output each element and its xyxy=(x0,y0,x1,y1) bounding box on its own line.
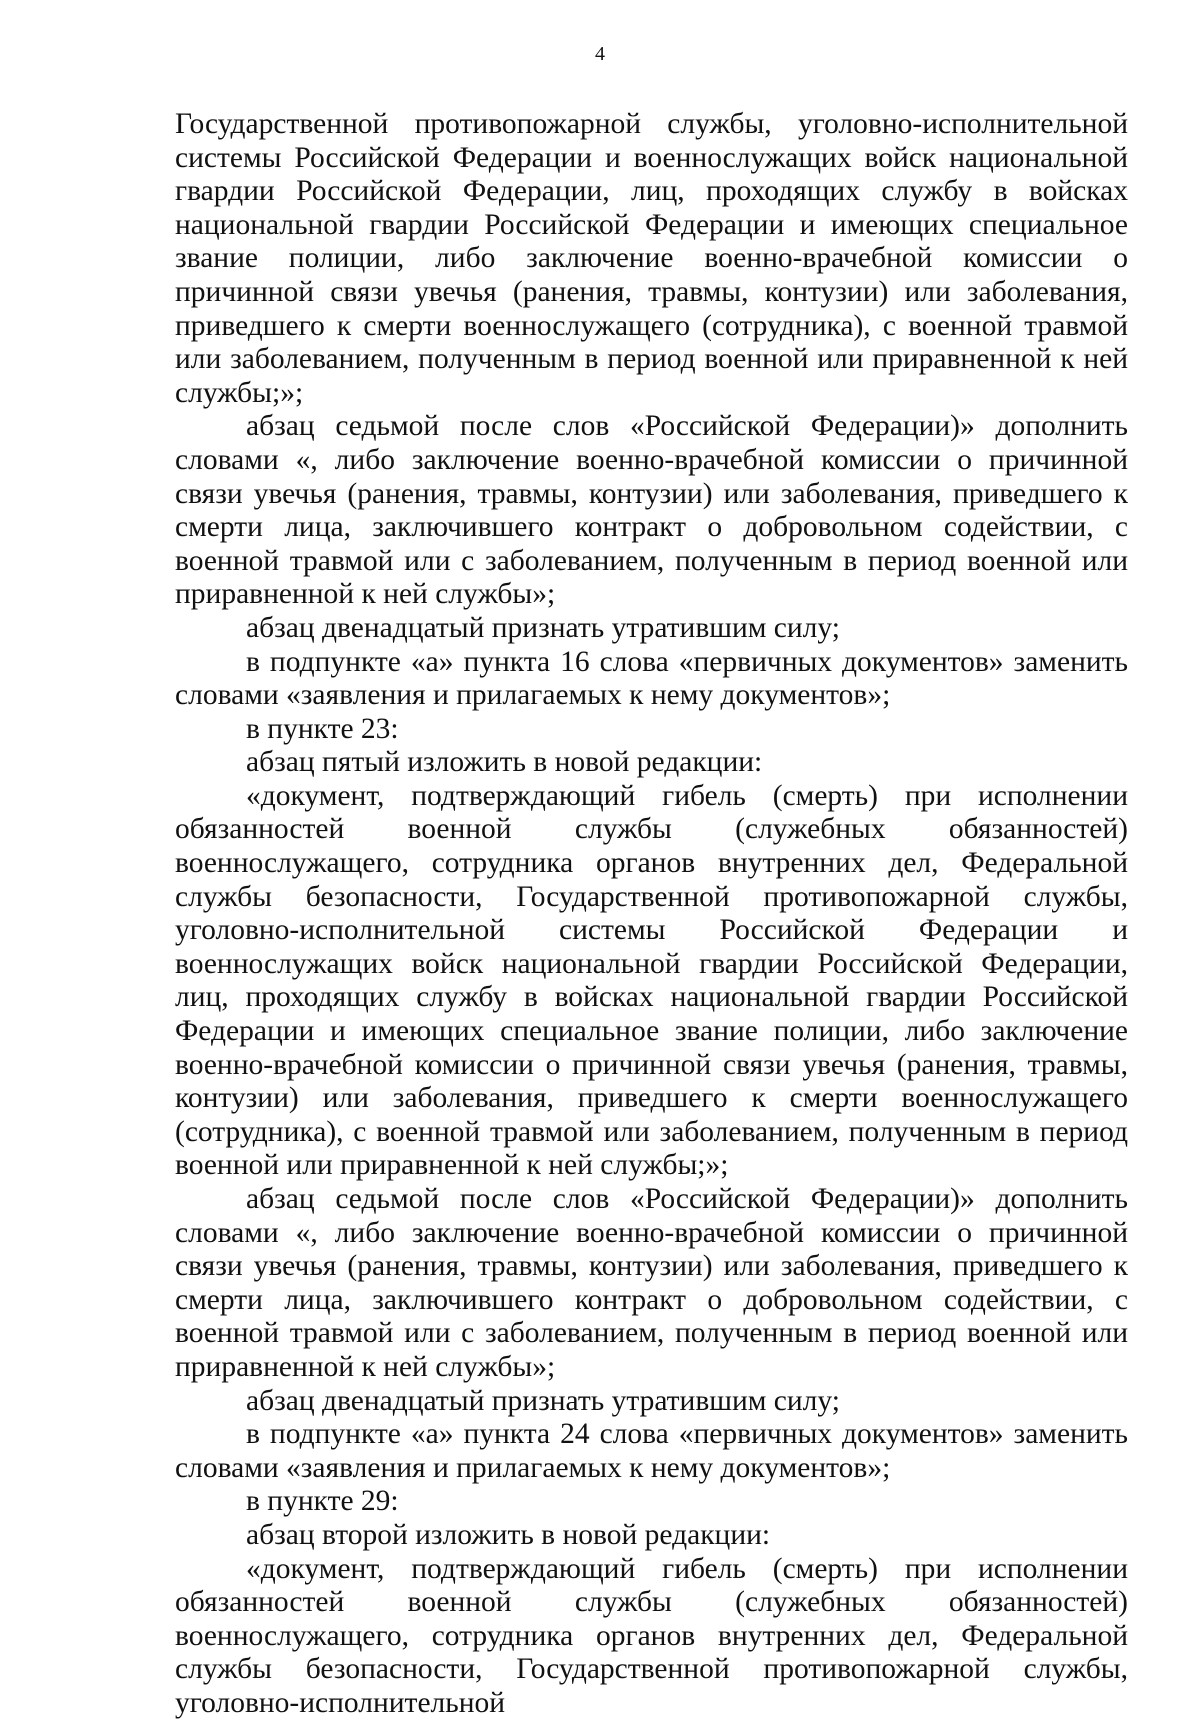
paragraph: «документ, подтверждающий гибель (смерть) при исполнении обязанностей военной службы (служебных обязанностей) военнослужащего, сотрудника органов внутренних дел, Федеральной службы безопасности, Государственной противопожарной службы, уголовно-исполнительной системы Российской Федерации и военнослужащих войск национальной гвардии Российской Федерации, лиц, проходящих службу в войсках национальной гвардии Российской Федерации и имеющих специальное звание полиции, либо заключение военно-врачебной комиссии о причинной связи увечья (ранения, травмы, контузии) или заболевания, приведшего к смерти военнослужащего (сотрудника), с военной травмой или заболеванием, полученным в период военной или приравненной к ней службы;»; xyxy=(175,779,1128,1182)
paragraph: абзац седьмой после слов «Российской Федерации)» дополнить словами «, либо заключение военно-врачебной комиссии о причинной связи увечья (ранения, травмы, контузии) или заболевания, приведшего к смерти лица, заключившего контракт о добровольном содействии, с военной травмой или с заболеванием, полученным в период военной или приравненной к ней службы»; xyxy=(175,1183,1128,1383)
document-body xyxy=(175,108,1128,1721)
paragraph: абзац пятый изложить в новой редакции: xyxy=(246,746,763,779)
paragraph: абзац седьмой после слов «Российской Федерации)» дополнить словами «, либо заключение военно-врачебной комиссии о причинной связи увечья (ранения, травмы, контузии) или заболевания, приведшего к смерти лица, заключившего контракт о добровольном содействии, с военной травмой или с заболеванием, полученным в период военной или приравненной к ней службы»; xyxy=(175,410,1128,611)
paragraph: в пункте 23: xyxy=(246,712,399,745)
paragraph: в подпункте «а» пункта 16 слова «первичных документов» заменить словами «заявления и прилагаемых к нему документов»; xyxy=(175,645,1128,712)
paragraph: абзац двенадцатый признать утратившим силу; xyxy=(246,611,840,644)
paragraph: в подпункте «а» пункта 24 слова «первичных документов» заменить словами «заявления и прилагаемых к нему документов»; xyxy=(175,1418,1128,1484)
paragraph: в пункте 29: xyxy=(246,1485,399,1518)
paragraph: абзац двенадцатый признать утратившим силу; xyxy=(246,1384,840,1417)
paragraph: «документ, подтверждающий гибель (смерть) при исполнении обязанностей военной службы (служебных обязанностей) военнослужащего, сотрудника органов внутренних дел, Федеральной службы безопасности, Государственной противопожарной службы, уголовно-исполнительной xyxy=(175,1552,1128,1719)
paragraph: Государственной противопожарной службы, уголовно-исполнительной системы Российской Федерации и военнослужащих войск национальной гвардии Российской Федерации, лиц, проходящих службу в войсках национальной гвардии Российской Федерации и имеющих специальное звание полиции, либо заключение военно-врачебной комиссии о причинной связи увечья (ранения, травмы, контузии) или заболевания, приведшего к смерти военнослужащего (сотрудника), с военной травмой или заболеванием, полученным в период военной или приравненной к ней службы;»; xyxy=(175,108,1128,409)
page-number: 4 xyxy=(595,43,605,65)
paragraph: абзац второй изложить в новой редакции: xyxy=(246,1518,771,1551)
